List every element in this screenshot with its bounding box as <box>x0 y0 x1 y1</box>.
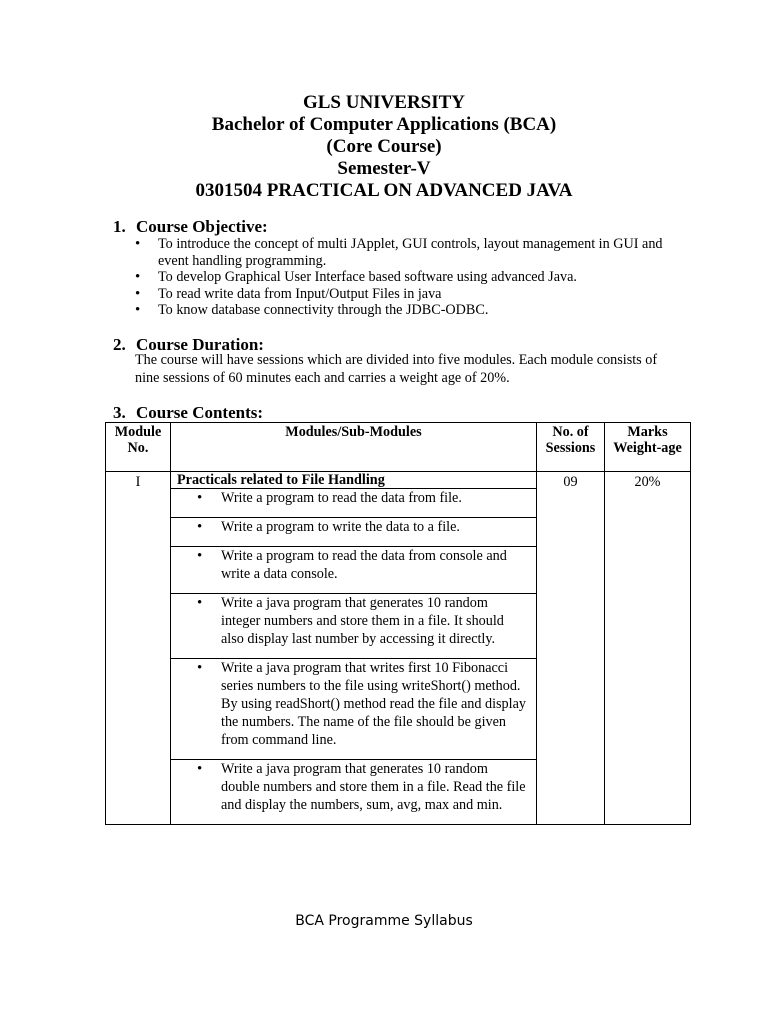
program-name: Bachelor of Computer Applications (BCA) <box>211 114 557 135</box>
module-content <box>171 472 537 825</box>
header-marks: Marks Weight-age <box>605 423 691 472</box>
module-item-text: Write a java program that writes first 10 Fibonacci series numbers to the file using writeShort() method. By using readShort() method read the file and display the numbers. The name of the file should be given from command line. <box>221 660 526 748</box>
module-item-text: Write a java program that generates 10 random double numbers and store them in a file. Read the file and display the numbers, sum, avg, max and min. <box>221 761 526 813</box>
module-number: I <box>106 472 171 825</box>
table-header-row <box>106 423 691 472</box>
module-sessions: 09 <box>537 472 605 825</box>
objective-item: • To read write data from Input/Output Files in java <box>135 286 683 303</box>
contents-number: 3. <box>113 403 126 422</box>
objective-heading <box>113 217 268 237</box>
bullet-icon: • <box>197 660 203 676</box>
bullet-icon: • <box>197 490 203 506</box>
objective-item: • To introduce the concept of multi JApplet, GUI controls, layout management in GUI and event handling programming. <box>135 236 683 269</box>
contents-title: Course Contents: <box>136 403 264 422</box>
bullet-icon: • <box>197 519 203 535</box>
header-module-no: Module No. <box>106 423 171 472</box>
bullet-icon: • <box>197 548 203 564</box>
module-heading: Practicals related to File Handling <box>171 472 536 489</box>
objective-title: Course Objective: <box>136 217 268 236</box>
module-item <box>171 659 536 760</box>
duration-number: 2. <box>113 335 126 354</box>
module-item <box>171 594 536 659</box>
module-item-text: Write a program to write the data to a file. <box>221 519 460 535</box>
module-item-text: Write a program to read the data from file. <box>221 490 462 506</box>
course-contents-table <box>105 422 691 825</box>
module-item <box>171 518 536 547</box>
module-marks: 20% <box>605 472 691 825</box>
table-row <box>106 472 691 825</box>
course-type: (Core Course) <box>326 136 442 157</box>
university-name: GLS UNIVERSITY <box>302 92 466 113</box>
objective-number: 1. <box>113 217 126 236</box>
bullet-icon: • <box>197 595 203 611</box>
document-header <box>0 92 768 202</box>
module-item <box>171 489 536 518</box>
module-item-text: Write a java program that generates 10 random integer numbers and store them in a file. It should also display last number by accessing it directly. <box>221 595 504 647</box>
header-sessions: No. of Sessions <box>537 423 605 472</box>
duration-text: The course will have sessions which are divided into five modules. Each module consists of nine sessions of 60 minutes each and carries a weight age of 20%. <box>135 352 658 386</box>
objective-list <box>135 236 683 319</box>
module-item <box>171 760 536 824</box>
semester: Semester-V <box>337 158 431 179</box>
bullet-icon: • <box>197 761 203 777</box>
contents-heading <box>113 403 263 423</box>
header-modules: Modules/Sub-Modules <box>171 423 537 472</box>
module-item-text: Write a program to read the data from console and write a data console. <box>221 548 507 582</box>
objective-item: • To develop Graphical User Interface based software using advanced Java. <box>135 269 683 286</box>
course-title: 0301504 PRACTICAL ON ADVANCED JAVA <box>195 180 573 201</box>
objective-item: • To know database connectivity through the JDBC-ODBC. <box>135 302 683 319</box>
page-footer: BCA Programme Syllabus <box>295 913 473 929</box>
duration-title: Course Duration: <box>136 335 264 354</box>
module-item <box>171 547 536 594</box>
